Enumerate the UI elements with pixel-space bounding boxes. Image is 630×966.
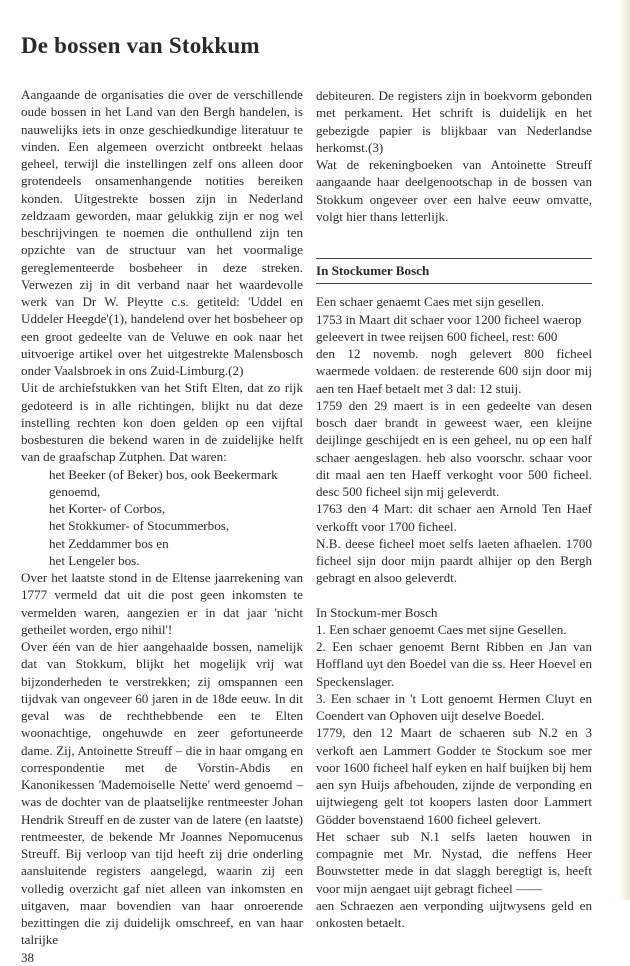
- transcript-line: N.B. deese ficheel moet selfs laeten afhaelen. 1700 ficheel sijn door mijn paardt alhijer op den Bergh gebragt en alsoo geleverdt.: [316, 535, 592, 586]
- transcript-line: 1. Een schaer genoemt Caes met sijne Gesellen.: [316, 621, 567, 637]
- list-item: het Zeddammer bos en: [49, 535, 169, 551]
- spacer: [316, 587, 592, 604]
- transcript-line: 1753 in Maart dit schaer voor 1200 ficheel waerop: [316, 311, 582, 327]
- page-edge-shadow: [618, 0, 630, 900]
- paragraph: Over het laatste stond in de Eltense jaarrekening van 1777 vermeld dat uit die post geen inkomsten te vermelden waren, aangezien er in dat jaar 'nicht getheilet worden, ergo nihil'!: [21, 570, 303, 637]
- section-heading: In Stockumer Bosch: [316, 258, 592, 284]
- paragraph: Aangaande de organisaties die over de verschillende oude bossen in het Land van den Bergh handelen, is nauwelijks iets in onze geschiedkundige literatuur te vinden. Een algemeen overzicht ontbreekt helaas geheel, terwijl die instellingen zelf ons alleen door grotendeels onsamenhangende notities bereiken konden. Uitgestrekte bossen zijn in Nederland zeldzaam geworden, maar gelukkig zijn er nog wel beschrijvingen te noemen die onthullend zijn ten opzichte van de structuur van het voormalige gereglementeerde bosbeheer in deze streken. Verwezen zij in dit verband naar het waardevolle werk van Dr W. Pleytte c.s. getiteld: 'Uddel en Uddeler Heegde'(1), handelend over het bosbeheer op een groot gedeelte van de Veluwe en ook naar het uitvoerige artikel over het uitgestrekte Malensbosch onder Vaalsbroek in ons Zuid-Limburg.(2): [21, 87, 303, 378]
- page-title: De bossen van Stokkum: [21, 33, 260, 58]
- transcript-line: 1763 den 4 Mart: dit schaer aen Arnold Ten Haef verkofft voor 1700 ficheel.: [316, 501, 592, 534]
- transcript-line: Het schaer sub N.1 selfs laeten houwen in compagnie met Mr. Nystad, die neffens Heer Bouwstetter mede in dat slaggh beregtigt is, heeft voor mijn aengaet uijt gebragt ficheel ——: [316, 828, 592, 896]
- subsection-heading: In Stockum-mer Bosch: [316, 604, 438, 620]
- transcript-line: 1759 den 29 maert is in een gedeelte van desen bosch daer brandt in geweest waer, een kleijne deijlinge geschijedt en is een geheel, nu op een half schaer aengeslagen. heb also voorschr. schaar voor dit maal aen ten Haeff verkoght voor 500 ficheel. desc 500 ficheel sijn mij geleverdt.: [316, 397, 592, 499]
- paragraph: Over één van de hier aangehaalde bossen, namelijk dat van Stokkum, blijkt het mogelijk vrij wat bijzonderheden te verstrekken; zij omspannen een tijdvak van ongeveer 60 jaren in de 18de eeuw. In dit geval was de rechthebbende een te Elten woonachtige, ongehuwde en zeer gefortuneerde dame. Zij, Antoinette Streuff – die in haar omgang en correspondentie met de Vorstin-Abdis en Kanonikessen 'Mademoiselle Nette' werd genoemd – was de dochter van de plaatselijke rentmeester Johan Hendrik Streuff en de zuster van de latere (en laatste) rentmeester, de bekende Mr Joannes Nepomucenus Streuff. Bij verloop van tijd heeft zij drie onderling aansluitende registers aangelegd, waarin zij een volledig overzicht gaf niet alleen van inkomsten en uitgaven, maar bovendien van haar onroerende bezittingen die zij duidelijk omschreef, en van haar talrijke: [21, 639, 303, 948]
- transcript-line: geleevert in twee reijsen 600 ficheel, rest: 600: [316, 328, 558, 344]
- transcript-line: den 12 novemb. nogh gelevert 800 ficheel waermede voldaen. de resterende 600 sijn door mij aen ten Haef betaelt met 3 dal: 12 stuij.: [316, 346, 592, 396]
- transcript-line: 1779, den 12 Maart de schaeren sub N.2 en 3 verkoft aen Lammert Godder te Stockum soe mer voor 1600 ficheel half eyken en half buijken bij hem aen syn Huijs afbehouden, zijnde de verponding en uijtwiegeng gelt tot koopers lasten door Lammert Gödder bovenstaend 1600 ficheel gelevert.: [316, 725, 592, 827]
- transcript-line: Een schaer genaemt Caes met sijn gesellen.: [316, 294, 544, 310]
- list-item: het Beeker (of Beker) bos, ook Beekermark genoemd,: [49, 466, 278, 499]
- list-item: het Korter- of Corbos,: [49, 501, 166, 516]
- right-column: [316, 87, 592, 931]
- page-number: 38: [21, 949, 35, 965]
- list-item: het Lengeler bos.: [49, 552, 140, 568]
- paragraph: debiteuren. De registers zijn in boekvorm gebonden met perkament. Het schrift is duidelijk en het gebezigde papier is blijkbaar van Nederlandse herkomst.(3): [316, 88, 592, 155]
- list-item: het Stokkumer- of Stocummerbos,: [49, 518, 230, 534]
- paragraph: Wat de rekeningboeken van Antoinette Streuff aangaande haar deelgenootschap in de bossen van Stokkum ongeveer over een halve eeuw omvatte, volgt hier thans letterlijk.: [316, 157, 592, 224]
- transcript-line: 2. Een schaer genoemt Bernt Ribben en Jan van Hoffland uyt den Boedel van die ss. Heer Hoevel en Speckenslager.: [316, 639, 592, 689]
- transcript-line: aen Schraezen aen verponding uijtwysens geld en onkosten betaelt.: [316, 897, 592, 930]
- transcript-line: 3. Een schaer in 't Lott genoemt Hermen Cluyt en Coendert van Ophoven uijt deselve Boedel.: [316, 690, 592, 723]
- left-column: [21, 86, 303, 966]
- paragraph: Uit de archiefstukken van het Stift Elten, dat zo rijk gedoteerd is in alle richtingen, blijkt nu dat deze instelling rechten kon doen gelden op een vijftal bosbesturen die bekend waren in de zuidelijke helft van de graafschap Zutphen. Dat waren:: [21, 380, 303, 465]
